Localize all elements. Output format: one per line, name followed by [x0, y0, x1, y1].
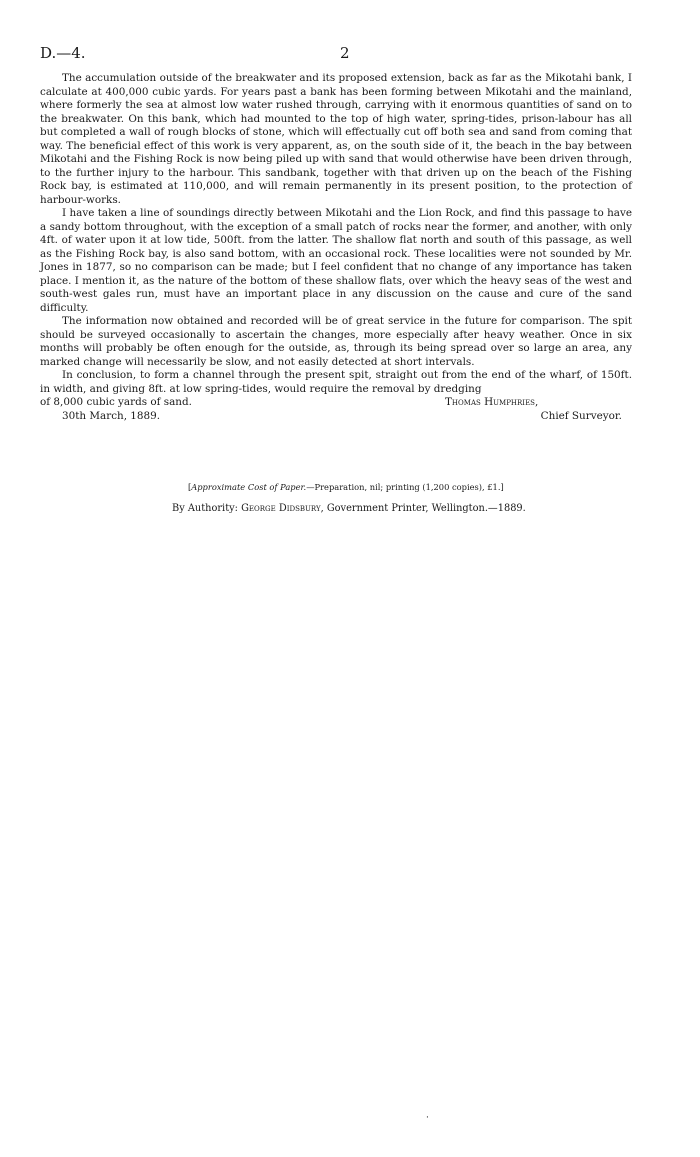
report-body: [40, 72, 632, 423]
page-number: 2: [340, 44, 350, 62]
imprint-printer: George Didsbury: [241, 503, 321, 514]
cost-note: [Approximate Cost of Paper.—Preparation, nil; printing (1,200 copies), £1.]: [188, 482, 504, 492]
conclusion-last-line: of 8,000 cubic yards of sand.: [40, 396, 192, 408]
date-line: [40, 410, 632, 424]
signatory-title: Chief Surveyor.: [540, 409, 622, 422]
cost-note-detail: —Preparation, nil; printing (1,200 copies), £1.: [306, 482, 501, 492]
imprint-prefix: By Authority:: [172, 503, 238, 514]
paragraph-accumulation: The accumulation outside of the breakwater and its proposed extension, back as far as the Mikotahi bank, I calculate at 400,000 cubic yards. For years past a bank has been forming between Mikotahi and the mainland, where formerly the sea at almost low water rushed through, carrying with it enormous quantities of sand on to the breakwater. On this bank, which had mounted to the top of high water, spring-tides, prison-labour has all but completed a wall of rough blocks of stone, which will effectually cut off both sea and sand from coming that way. The beneficial effect of this work is very apparent, as, on the south side of it, the beach in the bay between Mikotahi and the Fishing Rock is now being piled up with sand that would otherwise have been driven through, to the further injury to the harbour. This sandbank, together with that driven up on the beach of the Fishing Rock bay, is estimated at 110,000, and will remain permanently in its present position, to the protection of harbour-works.: [40, 72, 632, 206]
paragraph-information: The information now obtained and recorded will be of great service in the future for comparison. The spit should be surveyed occasionally to ascertain the changes, more especially after heavy weather. Once in six months will probably be often enough for the outside, as, through its being spread over so large an area, any marked change will necessarily be slow, and not easily detected at short intervals.: [40, 315, 632, 368]
report-date: 30th March, 1889.: [62, 409, 161, 422]
printer-imprint: [172, 503, 526, 514]
signature-line: [40, 396, 632, 410]
signatory-name: Thomas Humphries,: [445, 396, 539, 408]
imprint-suffix: , Government Printer, Wellington.—1889.: [320, 503, 526, 514]
cost-note-label: Approximate Cost of Paper.: [191, 482, 307, 492]
paper-reference: D.—4.: [40, 44, 86, 62]
stray-mark: ·: [426, 1113, 429, 1123]
paragraph-conclusion: In conclusion, to form a channel through the present spit, straight out from the end of the wharf, of 150ft. in width, and giving 8ft. at low spring-tides, would require the removal by dredging: [40, 369, 632, 395]
paragraph-soundings: I have taken a line of soundings directly between Mikotahi and the Lion Rock, and find this passage to have a sandy bottom throughout, with the exception of a small patch of rocks near the former, and another, with only 4ft. of water upon it at low tide, 500ft. from the latter. The shallow flat north and south of this passage, as well as the Fishing Rock bay, is also sand bottom, with an occasional rock. These localities were not sounded by Mr. Jones in 1877, so no comparison can be made; but I feel confident that no change of any importance has taken place. I mention it, as the nature of the bottom of these shallow flats, over which the heavy seas of the west and south-west gales run, must have an important place in any discussion on the cause and cure of the sand difficulty.: [40, 207, 632, 314]
